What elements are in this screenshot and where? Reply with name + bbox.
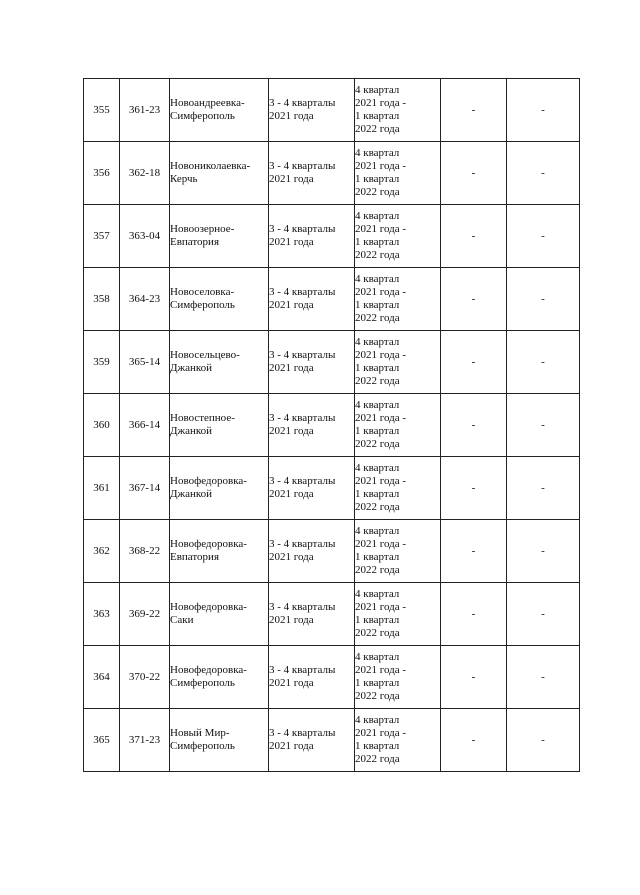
table-row	[84, 709, 580, 772]
table-row	[84, 205, 580, 268]
schedule-table	[83, 78, 580, 772]
route-name-text: Новоандреевка- Симферополь	[170, 97, 245, 122]
cell-route-name	[170, 394, 269, 457]
cell-column-7-value	[507, 457, 580, 520]
cell-row-number	[84, 646, 120, 709]
cell-end-period	[355, 520, 441, 583]
end-period-text: 4 квартал 2021 года - 1 квартал 2022 года	[355, 462, 407, 513]
column-6-value-text: -	[471, 418, 476, 431]
cell-column-6-value	[441, 205, 507, 268]
cell-route-code	[120, 142, 170, 205]
row-number-text: 355	[93, 103, 110, 116]
row-number-text: 357	[93, 229, 110, 242]
cell-route-name	[170, 331, 269, 394]
table-row	[84, 394, 580, 457]
column-7-value-text: -	[541, 670, 545, 683]
table-body	[84, 79, 580, 772]
route-code-text: 369-22	[128, 607, 161, 620]
cell-route-name	[170, 79, 269, 142]
column-6-value-text: -	[471, 481, 476, 494]
row-number-text: 364	[93, 670, 110, 683]
start-period-text: 3 - 4 кварталы 2021 года	[269, 160, 336, 185]
start-period-text: 3 - 4 кварталы 2021 года	[269, 664, 336, 689]
end-period-text: 4 квартал 2021 года - 1 квартал 2022 года	[355, 525, 407, 576]
route-code-text: 368-22	[128, 544, 161, 557]
column-7-value-text: -	[541, 733, 545, 746]
end-period-text: 4 квартал 2021 года - 1 квартал 2022 года	[355, 273, 407, 324]
cell-start-period	[269, 520, 355, 583]
cell-row-number	[84, 205, 120, 268]
table-row	[84, 457, 580, 520]
column-6-value-text: -	[471, 292, 476, 305]
cell-start-period	[269, 268, 355, 331]
cell-end-period	[355, 709, 441, 772]
cell-route-name	[170, 268, 269, 331]
row-number-text: 363	[93, 607, 110, 620]
start-period-text: 3 - 4 кварталы 2021 года	[269, 97, 336, 122]
column-7-value-text: -	[541, 166, 545, 179]
cell-end-period	[355, 205, 441, 268]
cell-column-6-value	[441, 79, 507, 142]
cell-row-number	[84, 79, 120, 142]
column-7-value-text: -	[541, 607, 545, 620]
cell-route-code	[120, 709, 170, 772]
cell-route-code	[120, 583, 170, 646]
cell-start-period	[269, 205, 355, 268]
cell-column-7-value	[507, 79, 580, 142]
cell-route-code	[120, 79, 170, 142]
table-row	[84, 142, 580, 205]
cell-column-7-value	[507, 268, 580, 331]
row-number-text: 358	[93, 292, 110, 305]
column-6-value-text: -	[471, 166, 476, 179]
column-7-value-text: -	[541, 229, 545, 242]
start-period-text: 3 - 4 кварталы 2021 года	[269, 349, 336, 374]
cell-row-number	[84, 709, 120, 772]
cell-end-period	[355, 142, 441, 205]
cell-route-name	[170, 205, 269, 268]
start-period-text: 3 - 4 кварталы 2021 года	[269, 223, 336, 248]
cell-route-name	[170, 142, 269, 205]
cell-column-6-value	[441, 331, 507, 394]
cell-start-period	[269, 709, 355, 772]
end-period-text: 4 квартал 2021 года - 1 квартал 2022 года	[355, 84, 407, 135]
cell-route-name	[170, 520, 269, 583]
table-row	[84, 79, 580, 142]
cell-route-code	[120, 394, 170, 457]
cell-end-period	[355, 646, 441, 709]
cell-end-period	[355, 583, 441, 646]
cell-column-7-value	[507, 205, 580, 268]
row-number-text: 356	[93, 166, 110, 179]
route-name-text: Новониколаевка- Керчь	[170, 160, 251, 185]
route-name-text: Новосельцево- Джанкой	[170, 349, 240, 374]
cell-end-period	[355, 394, 441, 457]
end-period-text: 4 квартал 2021 года - 1 квартал 2022 года	[355, 147, 407, 198]
route-code-text: 365-14	[128, 355, 161, 368]
cell-column-6-value	[441, 520, 507, 583]
cell-route-code	[120, 646, 170, 709]
route-name-text: Новофедоровка- Саки	[170, 601, 247, 626]
cell-start-period	[269, 142, 355, 205]
route-name-text: Новостепное- Джанкой	[170, 412, 235, 437]
cell-column-7-value	[507, 331, 580, 394]
cell-column-6-value	[441, 142, 507, 205]
cell-start-period	[269, 394, 355, 457]
start-period-text: 3 - 4 кварталы 2021 года	[269, 538, 336, 563]
cell-row-number	[84, 331, 120, 394]
column-7-value-text: -	[541, 418, 545, 431]
column-6-value-text: -	[471, 733, 476, 746]
cell-row-number	[84, 394, 120, 457]
route-name-text: Новофедоровка- Джанкой	[170, 475, 247, 500]
cell-column-6-value	[441, 583, 507, 646]
route-code-text: 364-23	[128, 292, 161, 305]
cell-start-period	[269, 79, 355, 142]
cell-start-period	[269, 646, 355, 709]
cell-column-6-value	[441, 646, 507, 709]
cell-start-period	[269, 457, 355, 520]
row-number-text: 362	[93, 544, 110, 557]
cell-row-number	[84, 583, 120, 646]
cell-start-period	[269, 583, 355, 646]
table-row	[84, 583, 580, 646]
column-7-value-text: -	[541, 481, 545, 494]
cell-column-7-value	[507, 520, 580, 583]
row-number-text: 365	[93, 733, 110, 746]
route-code-text: 370-22	[128, 670, 161, 683]
row-number-text: 360	[93, 418, 110, 431]
start-period-text: 3 - 4 кварталы 2021 года	[269, 727, 336, 752]
route-name-text: Новоселовка- Симферополь	[170, 286, 235, 311]
end-period-text: 4 квартал 2021 года - 1 квартал 2022 года	[355, 336, 407, 387]
end-period-text: 4 квартал 2021 года - 1 квартал 2022 года	[355, 588, 407, 639]
cell-route-name	[170, 583, 269, 646]
cell-row-number	[84, 520, 120, 583]
route-code-text: 362-18	[128, 166, 161, 179]
cell-row-number	[84, 142, 120, 205]
table-row	[84, 520, 580, 583]
route-code-text: 361-23	[128, 103, 161, 116]
cell-column-6-value	[441, 268, 507, 331]
table-row	[84, 268, 580, 331]
start-period-text: 3 - 4 кварталы 2021 года	[269, 412, 336, 437]
table-row	[84, 331, 580, 394]
route-code-text: 366-14	[128, 418, 161, 431]
cell-route-name	[170, 646, 269, 709]
route-code-text: 367-14	[128, 481, 161, 494]
cell-end-period	[355, 268, 441, 331]
start-period-text: 3 - 4 кварталы 2021 года	[269, 286, 336, 311]
cell-route-name	[170, 457, 269, 520]
cell-row-number	[84, 457, 120, 520]
cell-column-7-value	[507, 583, 580, 646]
cell-end-period	[355, 79, 441, 142]
column-7-value-text: -	[541, 292, 545, 305]
column-6-value-text: -	[471, 355, 476, 368]
cell-route-code	[120, 331, 170, 394]
end-period-text: 4 квартал 2021 года - 1 квартал 2022 года	[355, 399, 407, 450]
start-period-text: 3 - 4 кварталы 2021 года	[269, 475, 336, 500]
route-code-text: 371-23	[128, 733, 161, 746]
end-period-text: 4 квартал 2021 года - 1 квартал 2022 года	[355, 651, 407, 702]
cell-route-name	[170, 709, 269, 772]
cell-route-code	[120, 457, 170, 520]
cell-column-7-value	[507, 394, 580, 457]
route-name-text: Новый Мир- Симферополь	[170, 727, 235, 752]
route-name-text: Новофедоровка- Симферополь	[170, 664, 247, 689]
cell-row-number	[84, 268, 120, 331]
route-code-text: 363-04	[128, 229, 161, 242]
cell-column-7-value	[507, 142, 580, 205]
route-name-text: Новоозерное- Евпатория	[170, 223, 235, 248]
cell-route-code	[120, 268, 170, 331]
cell-start-period	[269, 331, 355, 394]
column-7-value-text: -	[541, 355, 545, 368]
route-name-text: Новофедоровка- Евпатория	[170, 538, 247, 563]
cell-column-6-value	[441, 394, 507, 457]
column-6-value-text: -	[471, 607, 476, 620]
row-number-text: 361	[93, 481, 110, 494]
cell-end-period	[355, 331, 441, 394]
cell-column-7-value	[507, 709, 580, 772]
start-period-text: 3 - 4 кварталы 2021 года	[269, 601, 336, 626]
cell-column-6-value	[441, 709, 507, 772]
cell-route-code	[120, 520, 170, 583]
end-period-text: 4 квартал 2021 года - 1 квартал 2022 года	[355, 714, 407, 765]
column-6-value-text: -	[471, 103, 476, 116]
cell-end-period	[355, 457, 441, 520]
column-7-value-text: -	[541, 103, 545, 116]
end-period-text: 4 квартал 2021 года - 1 квартал 2022 года	[355, 210, 407, 261]
column-6-value-text: -	[471, 670, 476, 683]
column-7-value-text: -	[541, 544, 545, 557]
cell-column-7-value	[507, 646, 580, 709]
cell-route-code	[120, 205, 170, 268]
row-number-text: 359	[93, 355, 110, 368]
table-row	[84, 646, 580, 709]
cell-column-6-value	[441, 457, 507, 520]
column-6-value-text: -	[471, 229, 476, 242]
column-6-value-text: -	[471, 544, 476, 557]
